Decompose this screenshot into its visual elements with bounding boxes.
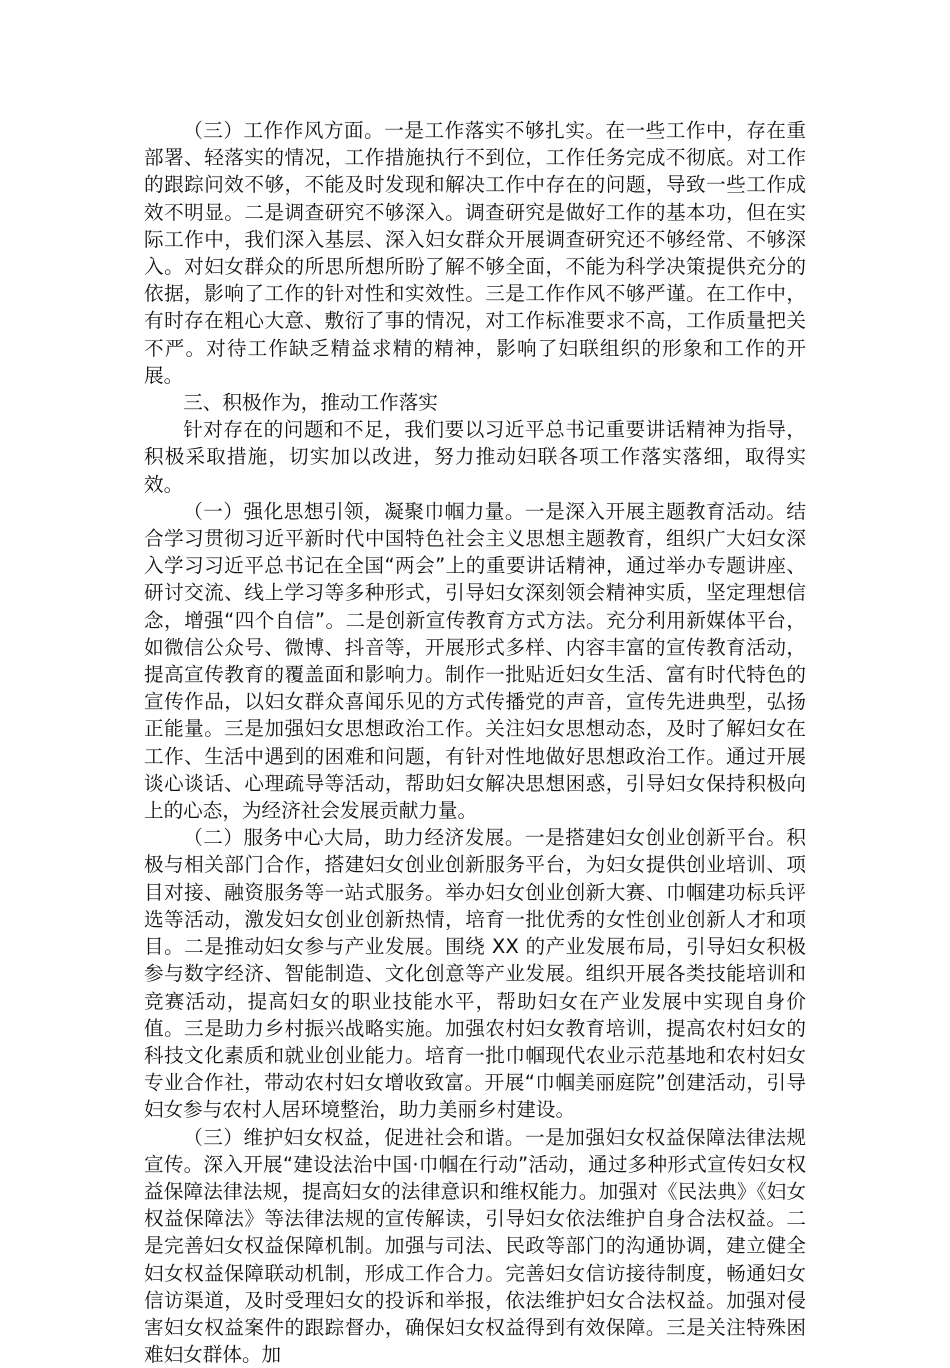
paragraph-intro: 针对存在的问题和不足，我们要以习近平总书记重要讲话精神为指导，积极采取措施，切实加以改进，努力推动妇联各项工作落实落细，取得实效。	[144, 418, 806, 496]
document-page	[144, 117, 806, 1368]
section-heading: 三、积极作为，推动工作落实	[183, 391, 438, 415]
paragraph-ideological-guidance: （一）强化思想引领，凝聚巾帼力量。一是深入开展主题教育活动。结合学习贯彻习近平新时代中国特色社会主义思想主题教育，组织广大妇女深入学习习近平总书记在全国“两会”上的重要讲话精神，通过举办专题讲座、研讨交流、线上学习等多种形式，引导妇女深刻领会精神实质，坚定理想信念，增强“四个自信”。二是创新宣传教育方式方法。充分利用新媒体平台，如微信公众号、微博、抖音等，开展形式多样、内容丰富的宣传教育活动，提高宣传教育的覆盖面和影响力。制作一批贴近妇女生活、富有时代特色的宣传作品，以妇女群众喜闻乐见的方式传播党的声音，宣传先进典型，弘扬正能量。三是加强妇女思想政治工作。关注妇女思想动态，及时了解妇女在工作、生活中遇到的困难和问题，有针对性地做好思想政治工作。通过开展谈心谈话、心理疏导等活动，帮助妇女解决思想困惑，引导妇女保持积极向上的心态，为经济社会发展贡献力量。	[144, 499, 806, 823]
paragraph-work-style: （三）工作作风方面。一是工作落实不够扎实。在一些工作中，存在重部署、轻落实的情况，工作措施执行不到位，工作任务完成不彻底。对工作的跟踪问效不够，不能及时发现和解决工作中存在的问题，导致一些工作成效不明显。二是调查研究不够深入。调查研究是做好工作的基本功，但在实际工作中，我们深入基层、深入妇女群众开展调查研究还不够经常、不够深入。对妇女群众的所思所想所盼了解不够全面，不能为科学决策提供充分的依据，影响了工作的针对性和实效性。三是工作作风不够严谨。在工作中，有时存在粗心大意、敷衍了事的情况，对工作标准要求不高，工作质量把关不严。对待工作缺乏精益求精的精神，影响了妇联组织的形象和工作的开展。	[144, 119, 806, 387]
paragraph-economic-development: （二）服务中心大局，助力经济发展。一是搭建妇女创业创新平台。积极与相关部门合作，搭建妇女创业创新服务平台，为妇女提供创业培训、项目对接、融资服务等一站式服务。举办妇女创业创新大赛、巾帼建功标兵评选等活动，激发妇女创业创新热情，培育一批优秀的女性创业创新人才和项目。二是推动妇女参与产业发展。围绕 XX 的产业发展布局，引导妇女积极参与数字经济、智能制造、文化创意等产业发展。组织开展各类技能培训和竞赛活动，提高妇女的职业技能水平，帮助妇女在产业发展中实现自身价值。三是助力乡村振兴战略实施。加强农村妇女教育培训，提高农村妇女的科技文化素质和就业创业能力。培育一批巾帼现代农业示范基地和农村妇女专业合作社，带动农村妇女增收致富。开展“巾帼美丽庭院”创建活动，引导妇女参与农村人居环境整治，助力美丽乡村建设。	[144, 826, 806, 1122]
paragraph-women-rights: （三）维护妇女权益，促进社会和谐。一是加强妇女权益保障法律法规宣传。深入开展“建设法治中国·巾帼在行动”活动，通过多种形式宣传妇女权益保障法律法规，提高妇女的法律意识和维权能力。加强对《民法典》《妇女权益保障法》等法律法规的宣传解读，引导妇女依法维护自身合法权益。二是完善妇女权益保障机制。加强与司法、民政等部门的沟通协调，建立健全妇女权益保障联动机制，形成工作合力。完善妇女信访接待制度，畅通妇女信访渠道，及时受理妇女的投诉和举报，依法维护妇女合法权益。加强对侵害妇女权益案件的跟踪督办，确保妇女权益得到有效保障。三是关注特殊困难妇女群体。加	[144, 1125, 806, 1367]
